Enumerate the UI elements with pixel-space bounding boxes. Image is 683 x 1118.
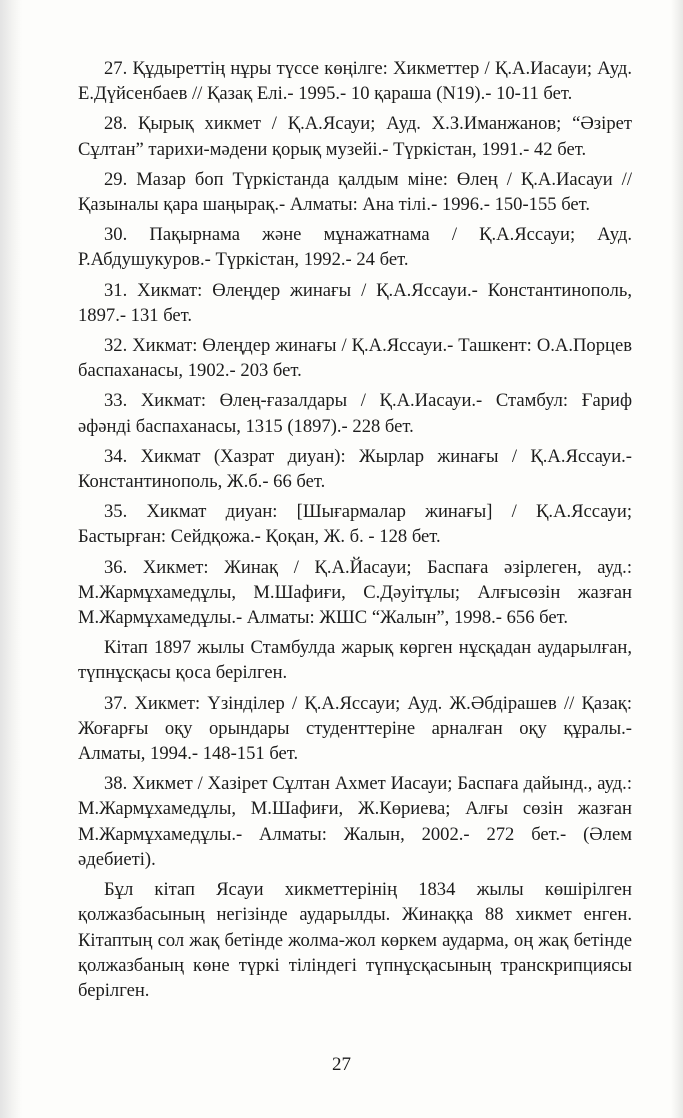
entry-32: 32. Хикмат: Өлеңдер жинағы / Қ.А.Яссауи.- Ташкент: О.А.Порцев баспаханасы, 1902.- 203 бет. — [78, 335, 632, 382]
entry-31: 31. Хикмат: Өлеңдер жинағы / Қ.А.Яссауи.- Константинополь, 1897.- 131 бет. — [78, 279, 632, 326]
bibliography-text — [78, 56, 632, 1008]
entry-37: 37. Хикмет: Үзінділер / Қ.А.Яссауи; Ауд. Ж.Әбдірашев // Қазақ: Жоғарғы оқу орындары студенттеріне арналған оқу құралы.- Алматы, 1994.- 148-151 бет. — [78, 692, 632, 765]
page-edge-right — [671, 0, 683, 1118]
entry-28: 28. Қырық хикмет / Қ.А.Ясауи; Ауд. Х.З.Иманжанов; “Әзірет Сұлтан” тарихи-мәдени қорық музейі.- Түркістан, 1991.- 42 бет. — [78, 113, 632, 160]
entry-36: 36. Хикмет: Жинақ / Қ.А.Йасауи; Баспаға әзірлеген, ауд.: М.Жармұхамедұлы, М.Шафиғи, С.Дәуітұлы; Алғысөзін жазған М.Жармұхамедұлы.- Алматы: ЖШС “Жалын”, 1998.- 656 бет. — [78, 556, 632, 629]
entry-38-note: Бұл кітап Ясауи хикметтерінің 1834 жылы көшірілген қолжазбасының негізінде аударылды. Жинаққа 88 хикмет енген. Кітаптың сол жақ бетінде жолма-жол көркем аударма, оң жақ бетінде қолжазбаның көне түркі тіліндегі түпнұсқасының транскрипциясы берілген. — [78, 879, 632, 1001]
entry-30: 30. Пақырнама және мұнажатнама / Қ.А.Яссауи; Ауд. Р.Абдушукуров.- Түркістан, 1992.- 24 бет. — [78, 224, 632, 271]
entry-36-note: Кітап 1897 жылы Стамбулда жарық көрген нұсқадан аударылған, түпнұсқасы қоса берілген. — [78, 637, 632, 684]
entry-33: 33. Хикмат: Өлең-ғазалдары / Қ.А.Иасауи.- Стамбул: Ғариф әфәнді баспаханасы, 1315 (1897).- 228 бет. — [78, 390, 632, 437]
entry-38: 38. Хикмет / Хазірет Сұлтан Ахмет Иасауи; Баспаға дайынд., ауд.: М.Жармұхамедұлы, М.Шафиғи, Ж.Көриева; Алғы сөзін жазған М.Жармұхамедұлы.- Алматы: Жалын, 2002.- 272 бет.- (Әлем әдебиеті). — [78, 773, 632, 870]
page-edge-shadow — [0, 0, 22, 1118]
page-number: 27 — [332, 1054, 351, 1075]
entry-34: 34. Хикмат (Хазрат диуан): Жырлар жинағы / Қ.А.Яссауи.- Константинополь, Ж.б.- 66 бет. — [78, 445, 632, 493]
entry-27: 27. Құдыреттің нұры түссе көңілге: Хикметтер / Қ.А.Иасауи; Ауд. Е.Дүйсенбаев // Қазақ Елі.- 1995.- 10 қараша (N19).- 10-11 бет. — [78, 58, 632, 105]
entry-35: 35. Хикмат диуан: [Шығармалар жинағы] / Қ.А.Яссауи; Бастырған: Сейдқожа.- Қоқан, Ж. б. - 128 бет. — [78, 501, 632, 548]
entry-29: 29. Мазар боп Түркістанда қалдым міне: Өлең / Қ.А.Иасауи // Қазыналы қара шаңырақ.- Алматы: Ана тілі.- 1996.- 150-155 бет. — [78, 168, 632, 216]
